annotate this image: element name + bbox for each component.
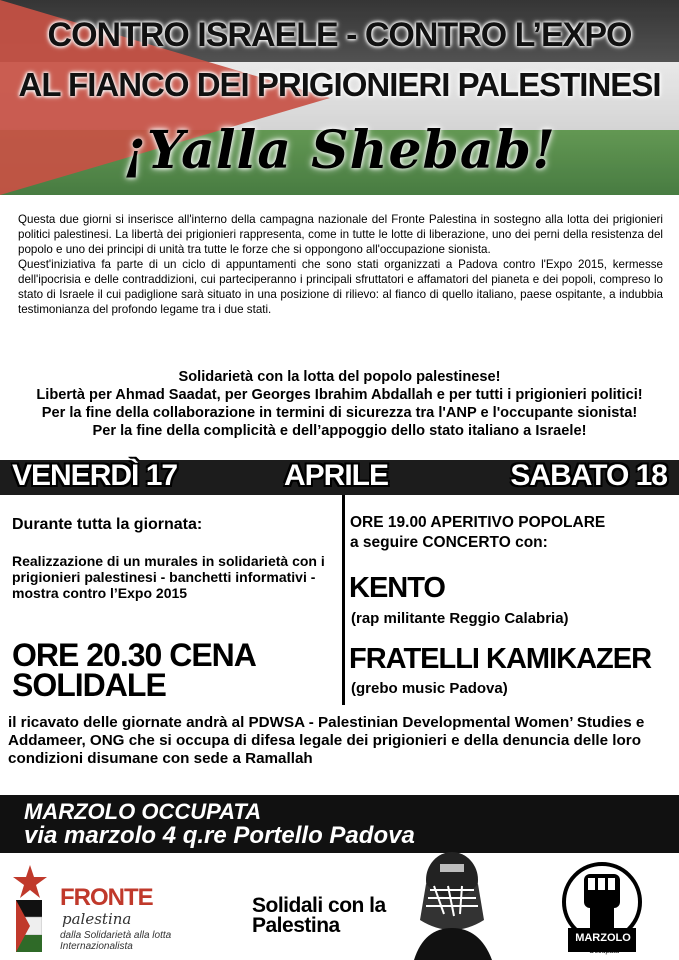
marzolo-logo-text: MARZOLO: [575, 932, 631, 944]
title-line-2: AL FIANCO DEI PRIGIONIERI PALESTINESI: [18, 66, 661, 103]
day-friday: VENERDÌ 17: [12, 459, 178, 492]
keffiyeh-figure-icon: [404, 850, 499, 960]
solidali-text: [252, 896, 386, 936]
intro-text: [18, 212, 663, 317]
slogan-line: Solidarietà con la lotta del popolo palestinese!: [178, 369, 501, 385]
band-kento: KENTO: [349, 572, 445, 604]
aperitivo-block: [350, 513, 675, 553]
dinner-line-1: ORE 20.30 CENA: [12, 637, 256, 673]
friday-heading: Durante tutta la giornata:: [12, 516, 203, 533]
raised-fist-icon: [558, 860, 646, 960]
dinner-announcement: [12, 637, 342, 703]
band-fratelli-kamikazer: FRATELLI KAMIKAZER: [349, 643, 652, 675]
solidali-line-2: Palestina: [252, 914, 340, 937]
day-saturday: SABATO 18: [510, 459, 667, 492]
month-label: APRILE: [284, 459, 389, 492]
title-line-1: CONTRO ISRAELE - CONTRO L’EXPO: [47, 16, 632, 54]
location-address: via marzolo 4 q.re Portello Padova: [24, 822, 415, 849]
band-fratelli-description: (grebo music Padova): [351, 680, 508, 697]
palestine-flag-icon: [16, 900, 42, 952]
solidali-line-1: Solidali con la: [252, 894, 386, 917]
location-name: MARZOLO OCCUPATA: [24, 799, 262, 824]
slogans-block: [0, 368, 679, 440]
fronte-palestina-logo: [8, 862, 188, 954]
fronte-subtitle: palestina: [62, 910, 132, 928]
proceeds-note: il ricavato delle giornate andrà al PDWSA - Palestinian Developmental Women’ Studies e Addameer, ONG che si occupa di difesa legale dei prigionieri e della denuncia delle loro condizioni disumane con sede a Ramallah: [8, 714, 645, 767]
fronte-tagline: dalla Solidarietà alla lotta Internazionalista: [60, 930, 172, 952]
slogan-line: Per la fine della complicità e dell’appoggio dello stato italiano a Israele!: [92, 423, 587, 439]
band-kento-description: (rap militante Reggio Calabria): [351, 610, 569, 627]
intro-paragraph-1: Questa due giorni si inserisce all'interno della campagna nazionale del Fronte Palestina in sostegno alla lotta dei prigionieri politici palestinesi. La libertà dei prigionieri rappresenta, come in tutte le lotte di liberazione, uno dei perni della resistenza del popolo e uno dei principi di unità tra tutte le forze che si oppongono all'occupazione sionista.: [18, 213, 663, 256]
fronte-title: FRONTE: [60, 884, 153, 911]
aperitivo-line-2: a seguire CONCERTO con:: [350, 534, 548, 551]
slogan-line: Libertà per Ahmad Saadat, per Georges Ibrahim Abdallah e per tutti i prigionieri politici!: [36, 387, 643, 403]
red-star-icon: [12, 864, 48, 900]
intro-paragraph-2: Quest'iniziativa fa parte di un ciclo di appuntamenti che sono stati organizzati a Padova contro l'Expo 2015, kermesse dell'ipocrisia e delle contraddizioni, cui parteciperanno i principali sfruttatori e affamatori del pianeta e dei popoli, compreso lo stato di Israele il cui padiglione sarà situato in una posizione di rilievo: al fianco di quello italiano, paese ospitante, a indubbia testimonianza del profondo legame tra i due stati.: [18, 258, 663, 316]
aperitivo-line-1: ORE 19.00 APERITIVO POPOLARE: [350, 514, 606, 531]
slogan-line: Per la fine della collaborazione in termini di sicurezza tra l'ANP e l'occupante sionista!: [41, 405, 638, 421]
dinner-line-2: SOLIDALE: [12, 667, 166, 703]
header-banner: [0, 0, 679, 195]
yalla-shebab-slogan: ¡Yalla Shebab!: [123, 120, 556, 181]
friday-description: Realizzazione di un murales in solidarietà con i prigionieri palestinesi - banchetti informativi - mostra contro l’Expo 2015: [12, 553, 325, 601]
column-divider: [342, 495, 345, 705]
marzolo-logo-subtext: Occupata: [589, 948, 619, 955]
